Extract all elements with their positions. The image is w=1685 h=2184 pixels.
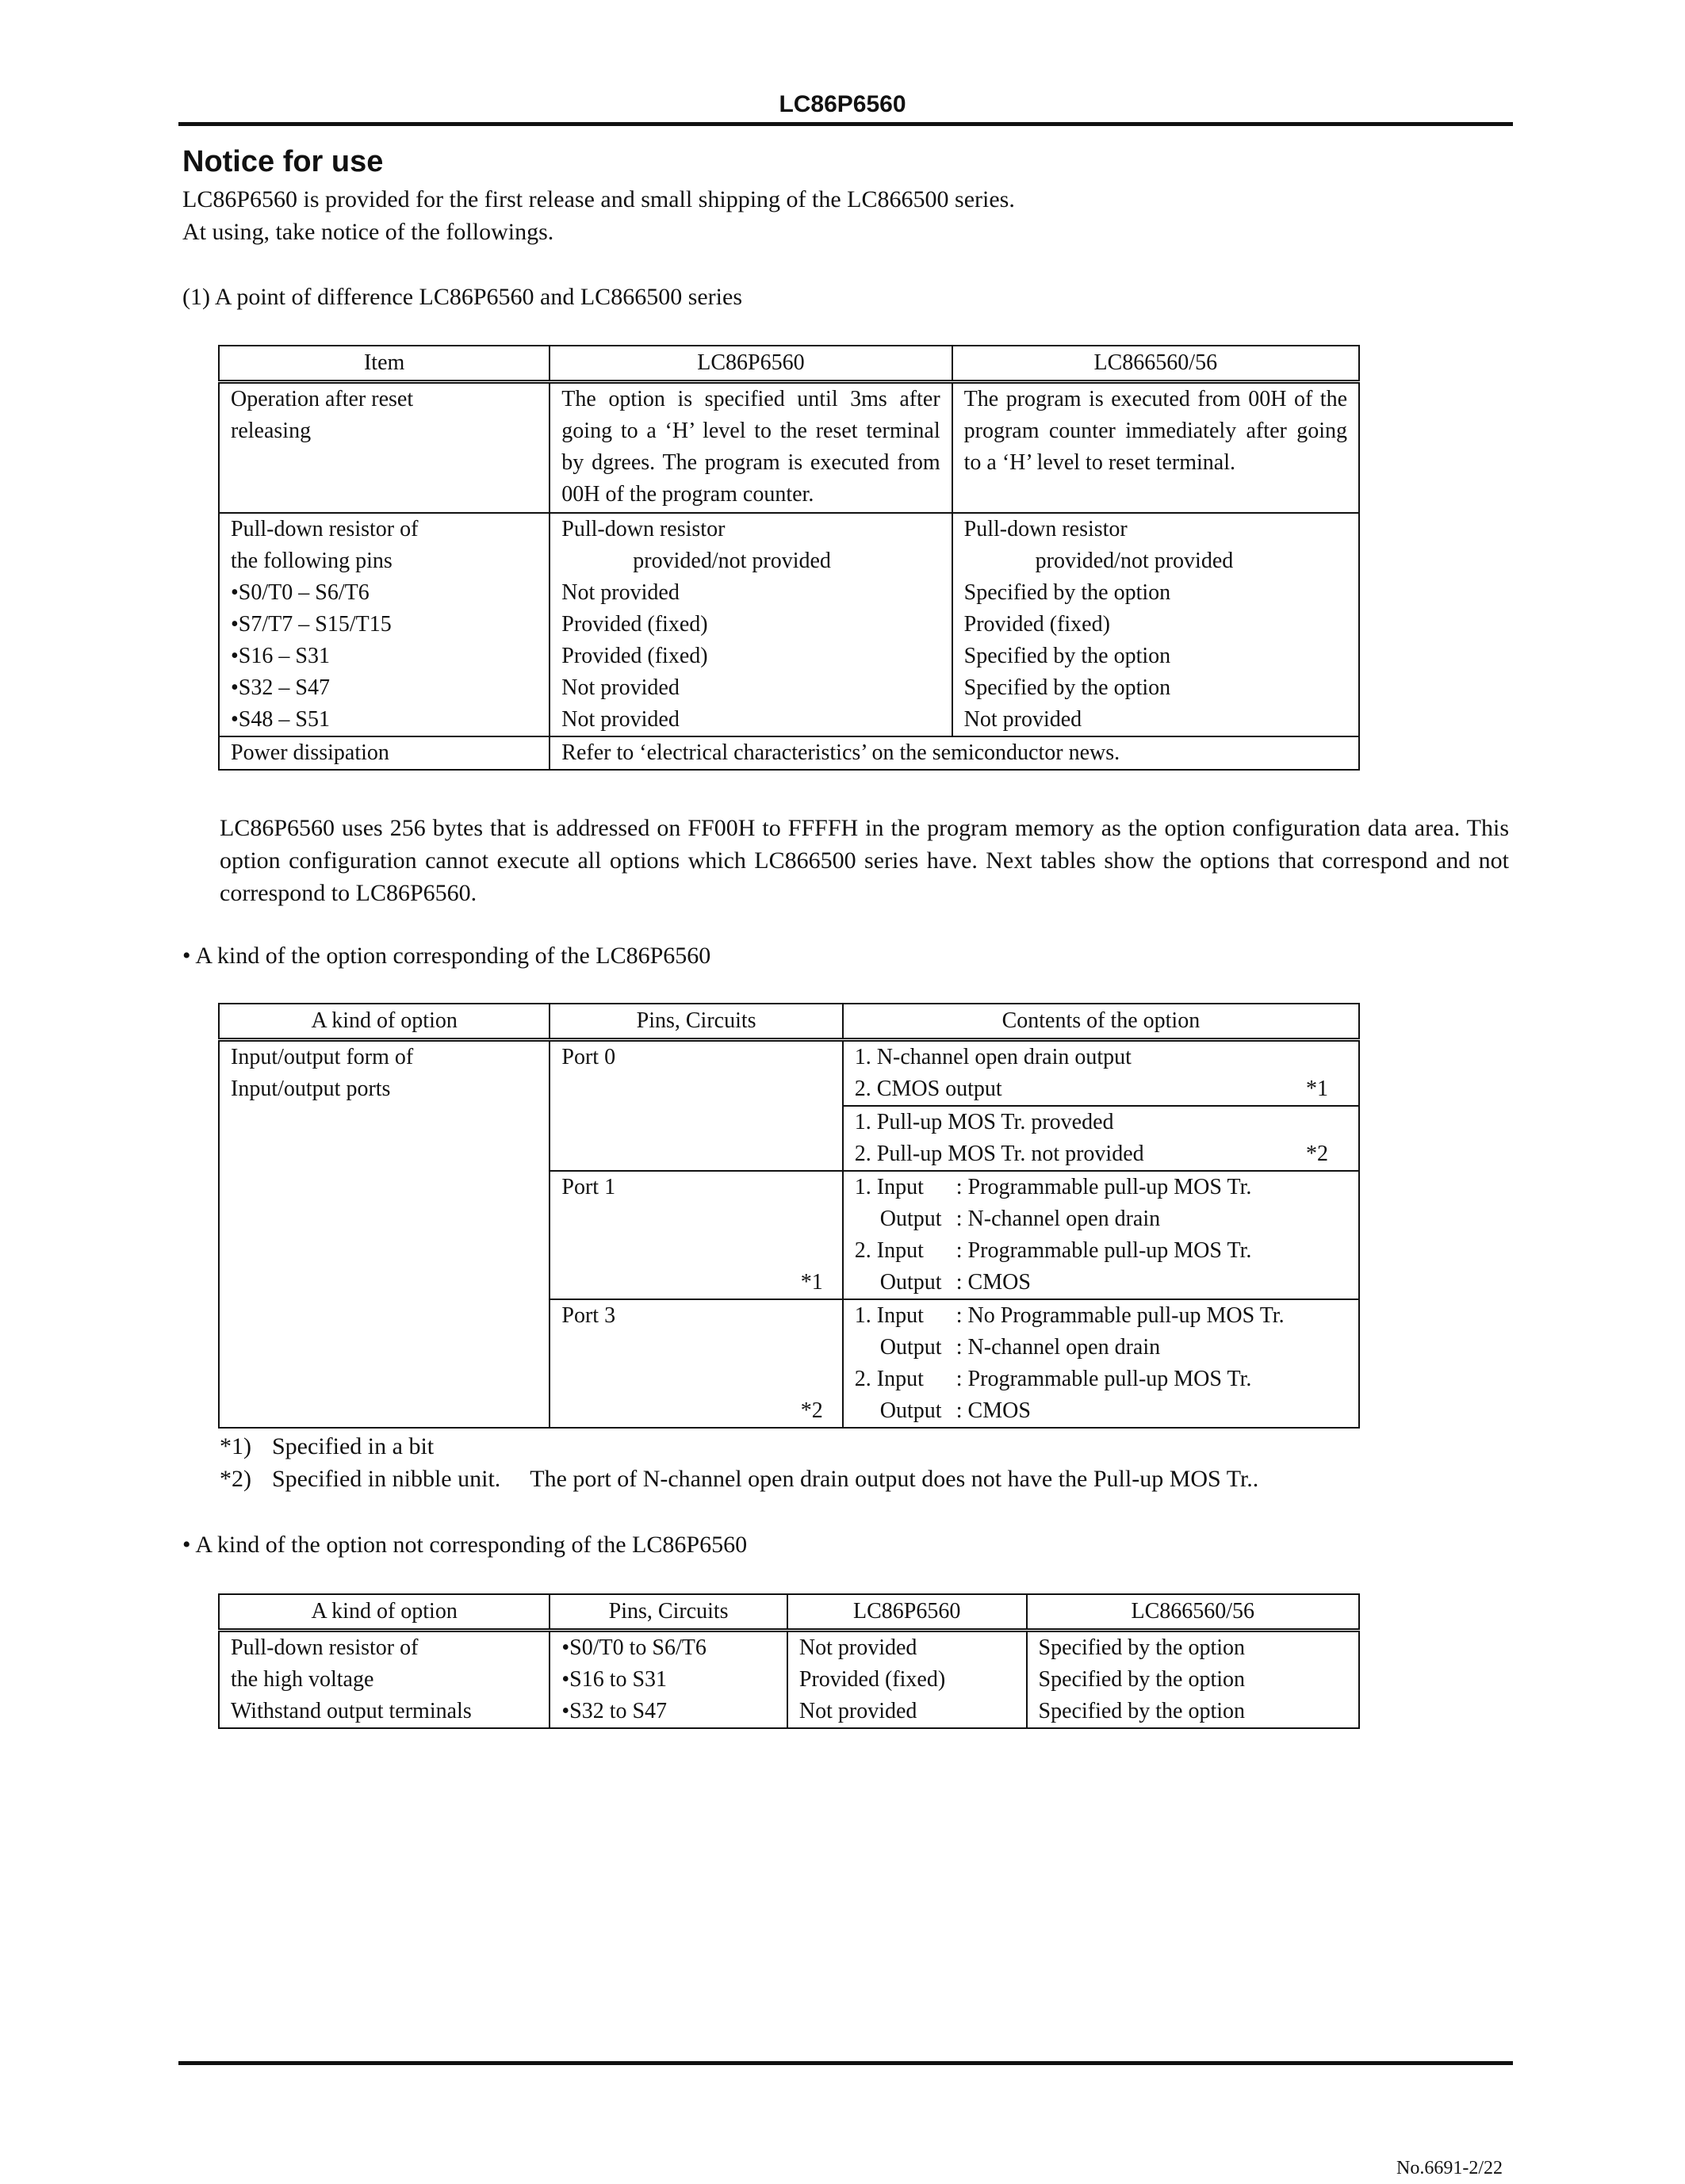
cell-line: 1. N-channel open drain output: [854, 1045, 1132, 1069]
table-cell: Provided (fixed): [787, 1664, 1027, 1696]
cell-line: Not provided: [963, 706, 1082, 732]
port1-cell: [550, 1171, 842, 1299]
cell-value: : CMOS: [955, 1270, 1031, 1295]
cell-line: provided/not provided: [1035, 548, 1234, 573]
port0-cell: Port 0: [550, 1040, 842, 1172]
port3-cell: [550, 1299, 842, 1428]
cell-line: [855, 1300, 1347, 1332]
memory-note: LC86P6560 uses 256 bytes that is addressed on FF00H to FFFFH in the program memory as the option configuration data area. This option configuration cannot execute all options which LC866500 series have. Next tables show the options that correspond and not correspond to LC86P6560.: [220, 815, 1509, 906]
header-rule: [178, 122, 1513, 126]
merged-cell: Refer to ‘electrical characteristics’ on the semiconductor news.: [550, 736, 1359, 770]
table-cell: the high voltage: [219, 1664, 550, 1696]
intro-line-1: LC86P6560 is provided for the first release and small shipping of the LC866500 series.: [182, 186, 1015, 212]
table-cell: Specified by the option: [1027, 1664, 1359, 1696]
footnote-mark: *1: [1306, 1077, 1328, 1101]
footnote-mark: *2): [220, 1466, 251, 1492]
cell-line: Pull-down resistor of: [231, 516, 419, 541]
footnote-2: [220, 1463, 1258, 1495]
cell-key: 2. Input: [854, 1367, 924, 1391]
table-header-row: [219, 1594, 1359, 1631]
cell-line: Specified by the option: [963, 675, 1171, 700]
cell-line: Not provided: [561, 706, 680, 732]
bullet3-heading: • A kind of the option not corresponding of the LC86P6560: [182, 1532, 748, 1558]
cell-line: Provided (fixed): [963, 611, 1110, 637]
port0-contents-b: [843, 1106, 1359, 1171]
cell-line: [855, 1172, 1347, 1203]
point1-heading: (1) A point of difference LC86P6560 and LC866500 series: [182, 284, 742, 310]
column-header: A kind of option: [219, 1594, 550, 1631]
table-row: [219, 1631, 1359, 1665]
intro-line-2: At using, take notice of the followings.: [182, 219, 554, 245]
table-row: [219, 1664, 1359, 1696]
footnote-mark: *2: [1306, 1142, 1328, 1166]
table-cell: Not provided: [787, 1631, 1027, 1665]
footnote-mark: *1): [220, 1433, 251, 1459]
cell-text: 2. CMOS output: [854, 1077, 1002, 1101]
table-cell: Withstand output terminals: [219, 1696, 550, 1728]
table-cell: •S0/T0 to S6/T6: [550, 1631, 787, 1665]
footnote-text: Specified in nibble unit. The port of N-channel open drain output does not have the Pull-up MOS Tr..: [272, 1466, 1259, 1492]
table-cell: Specified by the option: [1027, 1696, 1359, 1728]
column-header: A kind of option: [219, 1004, 550, 1040]
footnote-mark: *2: [800, 1398, 823, 1423]
cell-value: : Programmable pull-up MOS Tr.: [955, 1367, 1252, 1391]
cell-key: 1. Input: [854, 1175, 924, 1199]
cell-line: Pull-down resistor: [963, 516, 1128, 541]
cell-key: Output: [879, 1398, 942, 1423]
table-row: [219, 1696, 1359, 1728]
column-header: Pins, Circuits: [550, 1004, 842, 1040]
cell-line: [855, 1332, 1347, 1364]
lc866560-cell: [952, 513, 1359, 736]
column-header: LC86P6560: [550, 346, 952, 382]
bullet2-heading: • A kind of the option corresponding of the LC86P6560: [182, 943, 711, 969]
cell-line: Input/output form of: [231, 1045, 414, 1069]
table-header-row: [219, 346, 1359, 382]
cell-key: 1. Input: [854, 1303, 924, 1328]
port1-contents: [843, 1171, 1359, 1299]
footer-rule: [178, 2061, 1513, 2065]
cell-line: Input/output ports: [231, 1077, 391, 1101]
table-cell: •S32 to S47: [550, 1696, 787, 1728]
column-header: Contents of the option: [843, 1004, 1359, 1040]
cell-line: [855, 1235, 1347, 1267]
cell-line: Port 3: [561, 1303, 616, 1328]
lc86p6560-cell: The option is specified until 3ms after going to a ‘H’ level to the reset terminal by dgrees. The program is executed from 00H of the program counter.: [550, 382, 952, 513]
footnote-1: [220, 1431, 434, 1463]
port3-contents: [843, 1299, 1359, 1428]
item-cell: [219, 513, 550, 736]
cell-line: Provided (fixed): [561, 611, 708, 637]
column-header: Pins, Circuits: [550, 1594, 787, 1631]
cell-line: •S0/T0 – S6/T6: [231, 579, 370, 605]
table-row: [219, 382, 1359, 513]
cell-line: [855, 1073, 1347, 1105]
page-number: No.6691-2/22: [1396, 2158, 1503, 2178]
cell-line: the following pins: [231, 548, 393, 573]
table-cell: Pull-down resistor of: [219, 1631, 550, 1665]
cell-line: Not provided: [561, 579, 680, 605]
port0-contents-a: [843, 1040, 1359, 1107]
header-title: LC86P6560: [779, 91, 906, 117]
lc866560-cell: The program is executed from 00H of the program counter immediately after going to a ‘H’ level to reset terminal.: [952, 382, 1359, 513]
cell-key: Output: [879, 1335, 942, 1360]
cell-key: Output: [879, 1207, 942, 1231]
cell-value: : No Programmable pull-up MOS Tr.: [955, 1303, 1285, 1328]
cell-line: •S32 – S47: [231, 675, 330, 700]
option-not-corresponding-table: [218, 1593, 1360, 1729]
cell-line: [855, 1203, 1347, 1235]
cell-line: Specified by the option: [963, 643, 1171, 668]
cell-line: provided/not provided: [633, 548, 831, 573]
item-cell: Power dissipation: [219, 736, 550, 770]
cell-line: Port 1: [561, 1175, 616, 1199]
cell-line: [855, 1138, 1347, 1170]
cell-line: •S48 – S51: [231, 706, 330, 732]
section-title: Notice for use: [182, 145, 384, 178]
cell-line: Provided (fixed): [561, 643, 708, 668]
table-row: [219, 1040, 1359, 1107]
cell-line: 1. Pull-up MOS Tr. proveded: [854, 1110, 1114, 1134]
lc86p6560-cell: [550, 513, 952, 736]
cell-value: : Programmable pull-up MOS Tr.: [955, 1238, 1252, 1263]
cell-line: Not provided: [561, 675, 680, 700]
table-cell: Specified by the option: [1027, 1631, 1359, 1665]
cell-value: : CMOS: [955, 1398, 1031, 1423]
cell-line: releasing: [231, 419, 312, 443]
table-header-row: [219, 1004, 1359, 1040]
column-header: LC86P6560: [787, 1594, 1027, 1631]
cell-value: : N-channel open drain: [955, 1207, 1161, 1231]
column-header: LC866560/56: [952, 346, 1359, 382]
cell-line: [855, 1395, 1347, 1427]
cell-line: •S16 – S31: [231, 643, 330, 668]
column-header: LC866560/56: [1027, 1594, 1359, 1631]
cell-line: Specified by the option: [963, 579, 1171, 605]
footnote-mark: *1: [800, 1270, 823, 1295]
cell-line: •S7/T7 – S15/T15: [231, 611, 392, 637]
item-cell: [219, 382, 550, 513]
difference-table: [218, 345, 1360, 771]
cell-key: 2. Input: [854, 1238, 924, 1263]
option-kind-cell: [219, 1040, 550, 1429]
table-cell: •S16 to S31: [550, 1664, 787, 1696]
cell-line: [855, 1267, 1347, 1299]
footnote-text: Specified in a bit: [272, 1433, 435, 1459]
cell-line: [855, 1364, 1347, 1395]
cell-value: : N-channel open drain: [955, 1335, 1161, 1360]
cell-key: Output: [879, 1270, 942, 1295]
cell-line: Pull-down resistor: [561, 516, 726, 541]
table-row: [219, 736, 1359, 770]
table-row: [219, 513, 1359, 736]
cell-line: Operation after reset: [231, 387, 414, 411]
option-corresponding-table: [218, 1003, 1360, 1429]
cell-value: : Programmable pull-up MOS Tr.: [955, 1175, 1252, 1199]
cell-text: 2. Pull-up MOS Tr. not provided: [854, 1142, 1144, 1166]
table-cell: Not provided: [787, 1696, 1027, 1728]
column-header: Item: [219, 346, 550, 382]
